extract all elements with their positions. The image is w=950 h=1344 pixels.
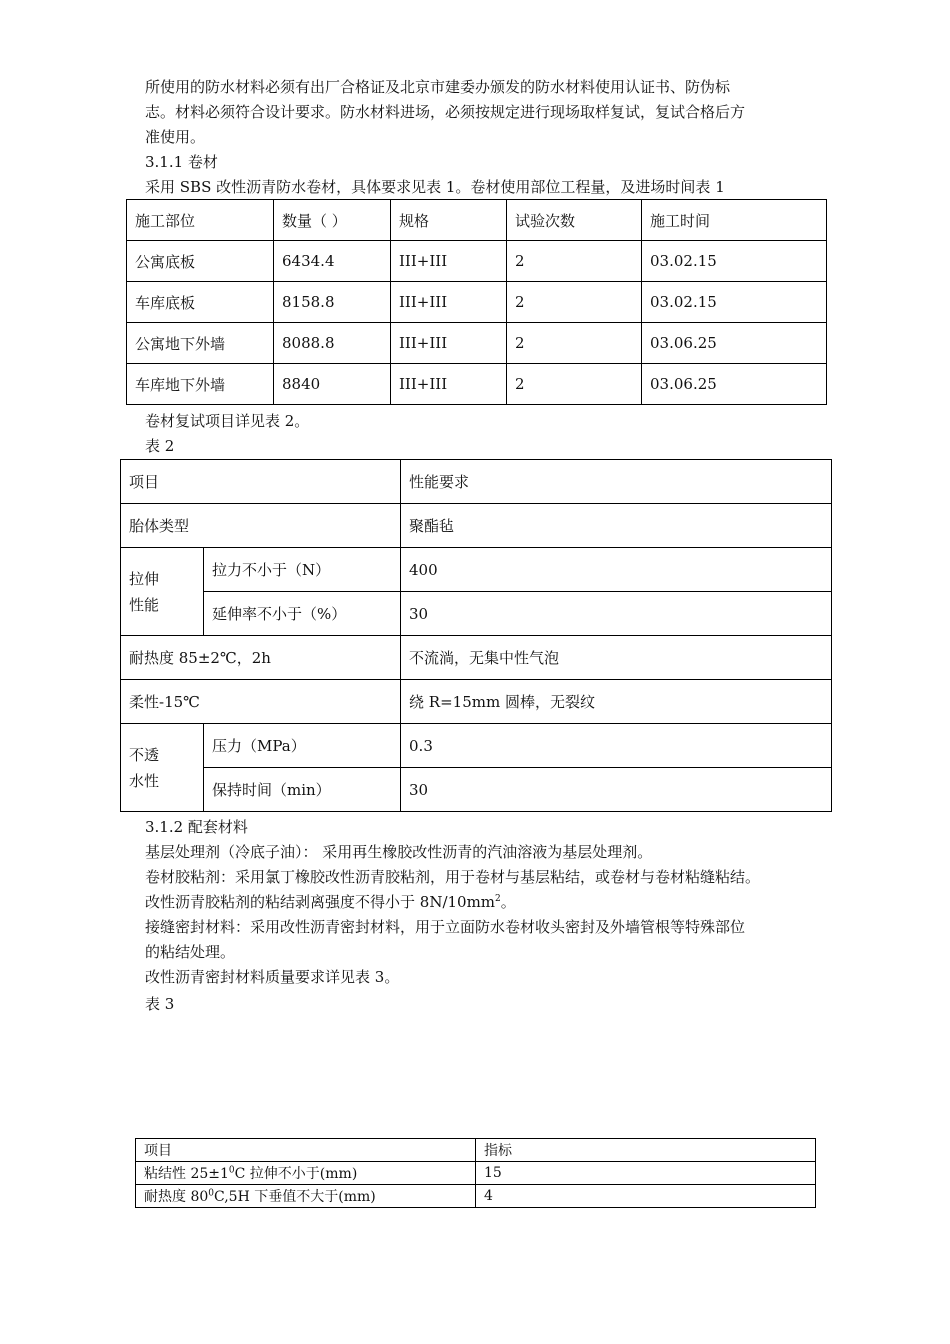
- table-3-sealant-requirements: [135, 1138, 816, 1208]
- section-heading-311: 3.1.1 卷材: [145, 153, 218, 171]
- table-cell: 15: [476, 1162, 816, 1185]
- header-cell: 规格: [391, 200, 507, 241]
- table-cell: 聚酯毡: [401, 504, 832, 548]
- table-cell: 延伸率不小于（%）: [204, 592, 401, 636]
- table-cell: 2: [507, 241, 642, 282]
- table-cell: 保持时间（min）: [204, 768, 401, 812]
- header-cell: 指标: [476, 1139, 816, 1162]
- table-cell: 8840: [274, 364, 391, 405]
- table-row: [136, 1162, 816, 1185]
- table-row: [127, 323, 827, 364]
- table-cell: 03.06.25: [642, 364, 827, 405]
- table-2-caption: 表 2: [145, 437, 175, 455]
- table-cell: 30: [401, 592, 832, 636]
- header-cell: 施工部位: [127, 200, 274, 241]
- table-cell: 2: [507, 282, 642, 323]
- table-cell: 公寓地下外墙: [127, 323, 274, 364]
- table-3-caption: 表 3: [145, 995, 175, 1013]
- header-cell: 项目: [121, 460, 401, 504]
- retest-reference: 卷材复试项目详见表 2。: [145, 412, 310, 430]
- table-cell: 03.02.15: [642, 282, 827, 323]
- table-cell: 胎体类型: [121, 504, 401, 548]
- table-row: [136, 1185, 816, 1208]
- table-cell: 0.3: [401, 724, 832, 768]
- group-label-impermeable: 不透 水性: [121, 724, 204, 812]
- table-cell: 6434.4: [274, 241, 391, 282]
- table-row: [121, 592, 832, 636]
- table-row: [127, 282, 827, 323]
- table-cell: III+III: [391, 323, 507, 364]
- table-cell: 耐热度 85±2℃，2h: [121, 636, 401, 680]
- adhesive-text: 卷材胶粘剂：采用氯丁橡胶改性沥青胶粘剂，用于卷材与基层粘结，或卷材与卷材粘缝粘结。: [145, 868, 761, 886]
- table-cell: 8158.8: [274, 282, 391, 323]
- table-row: [121, 768, 832, 812]
- table-header-row: [121, 460, 832, 504]
- peel-strength-end: 。: [500, 893, 516, 911]
- table-row: [121, 636, 832, 680]
- header-cell: 项目: [136, 1139, 476, 1162]
- peel-strength-main: 改性沥青胶粘剂的粘结剥离强度不得小于 8N/10mm: [145, 893, 496, 911]
- table-row: [127, 241, 827, 282]
- table-row: [127, 364, 827, 405]
- sealant-text-2: 的粘结处理。: [145, 943, 236, 961]
- table-cell: 30: [401, 768, 832, 812]
- cell-text: C,5H 下垂值不大于(mm): [214, 1189, 376, 1205]
- header-cell: 性能要求: [401, 460, 832, 504]
- table-cell: 公寓底板: [127, 241, 274, 282]
- cell-text: C 拉伸不小于(mm): [234, 1166, 358, 1182]
- table-cell: [136, 1185, 476, 1208]
- table-row: [121, 680, 832, 724]
- table-cell: 400: [401, 548, 832, 592]
- base-treatment-text: 基层处理剂（冷底子油）： 采用再生橡胶改性沥青的汽油溶液为基层处理剂。: [145, 843, 653, 861]
- header-cell: 数量（ ）: [274, 200, 391, 241]
- table-cell: 柔性-15℃: [121, 680, 401, 724]
- table-cell: 车库底板: [127, 282, 274, 323]
- intro-line-1: 所使用的防水材料必须有出厂合格证及北京市建委办颁发的防水材料使用认证书、防伪标: [145, 78, 731, 96]
- degree-superscript: 0: [228, 1165, 235, 1176]
- cell-text: 粘结性 25±1: [144, 1166, 229, 1182]
- table-cell: 03.06.25: [642, 323, 827, 364]
- table-cell: III+III: [391, 282, 507, 323]
- header-cell: 施工时间: [642, 200, 827, 241]
- table-1-membrane-usage: [126, 199, 827, 405]
- degree-superscript: 0: [208, 1188, 214, 1199]
- table-cell: [136, 1162, 476, 1185]
- group-label-tensile: 拉伸 性能: [121, 548, 204, 636]
- table-cell: 2: [507, 323, 642, 364]
- table-cell: 不流淌，无集中性气泡: [401, 636, 832, 680]
- sbs-description: 采用 SBS 改性沥青防水卷材，具体要求见表 1。卷材使用部位工程量，及进场时间表 1: [145, 178, 725, 196]
- table-header-row: [136, 1139, 816, 1162]
- table-cell: 03.02.15: [642, 241, 827, 282]
- table-cell: III+III: [391, 364, 507, 405]
- header-cell: 试验次数: [507, 200, 642, 241]
- table-3-reference: 改性沥青密封材料质量要求详见表 3。: [145, 968, 400, 986]
- intro-line-3: 准使用。: [145, 128, 206, 146]
- table-cell: III+III: [391, 241, 507, 282]
- intro-line-2: 志。材料必须符合设计要求。防水材料进场，必须按规定进行现场取样复试，复试合格后方: [145, 103, 746, 121]
- section-heading-312: 3.1.2 配套材料: [145, 818, 248, 836]
- table-row: [121, 724, 832, 768]
- sealant-text-1: 接缝密封材料：采用改性沥青密封材料，用于立面防水卷材收头密封及外墙管根等特殊部位: [145, 918, 746, 936]
- cell-text: 耐热度 80: [144, 1189, 209, 1205]
- table-cell: 2: [507, 364, 642, 405]
- table-cell: 8088.8: [274, 323, 391, 364]
- table-cell: 绕 R=15mm 圆棒，无裂纹: [401, 680, 832, 724]
- table-2-retest-items: [120, 459, 832, 812]
- table-row: [121, 504, 832, 548]
- table-cell: 车库地下外墙: [127, 364, 274, 405]
- peel-strength-text: [145, 891, 516, 913]
- peel-strength-exponent: 2: [495, 894, 501, 904]
- table-cell: 拉力不小于（N）: [204, 548, 401, 592]
- table-header-row: [127, 200, 827, 241]
- table-cell: 压力（MPa）: [204, 724, 401, 768]
- table-row: [121, 548, 832, 592]
- table-cell: 4: [476, 1185, 816, 1208]
